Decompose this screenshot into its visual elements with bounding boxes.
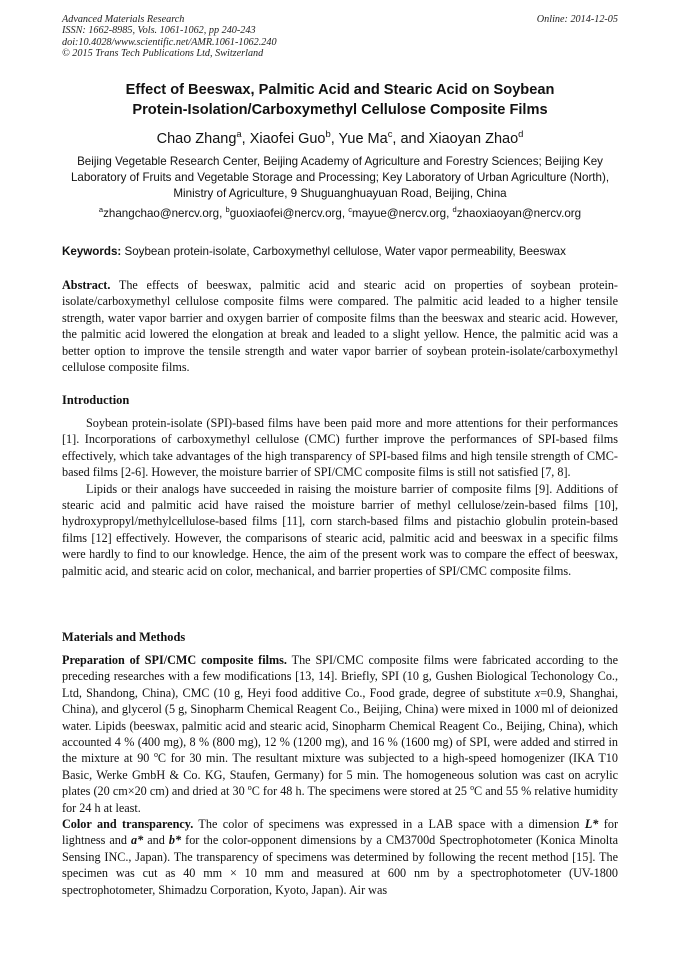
email-address: zhangchao@nercv.org <box>103 207 220 220</box>
author-emails <box>62 206 618 222</box>
subsection-label: Color and transparency. <box>62 817 194 832</box>
subsection-label: Preparation of SPI/CMC composite films. <box>62 653 287 667</box>
abstract-text: The effects of beeswax, palmitic acid and stearic acid on properties of soybean protein-isolate/carboxymethyl cellulose composite films were compared. The palmitic acid leaded to a higher tensile strength, water vapor barrier and oxygen barrier of composite films than the beeswax and stearic acid. However, the palmitic acid lowered the elongation at break and leaded to a slight yellow. Hence, the palmitic acid was a better option to improve the tensile strength and water vapor barrier of soybean protein-isolate/carboxymethyl cellulose composite films. <box>62 278 618 375</box>
text-run: for the color-opponent dimensions by a CM3700d Spectrophotometer (Konica Minolta Sensing INC., Japan). The transparency of specimens was determined by following the recent method [15]. The specimen was cut as 40 mm × 10 mm and measured at 600 nm by a spectrophotometer (UV-1800 spectrophotometer, Shimadzu Corporation, Kyoto, Japan). Air was <box>62 833 618 897</box>
email-mark: a <box>98 205 104 215</box>
journal-name: Advanced Materials Research <box>62 14 185 25</box>
section-heading-methods: Materials and Methods <box>62 630 186 644</box>
keywords <box>62 244 618 260</box>
text-run: =0.9, Shanghai, China), and glycerol (5 g, Sinopharm Chemical Reagent Co., Beijing, China) were mixed in 1000 ml of deionized water. Lipids (beeswax, palmitic acid and stearic acid, Sinopharm Chemical Reagent Co., Beijing, China), which accounted 4 % (400 mg), 8 % (800 mg), 12 % (1200 mg), and 16 % (1600 mg) of SPI, were added and stirred in the mixture at 90 <box>62 685 619 766</box>
paper-title <box>62 80 618 120</box>
author-name: Yue Ma <box>338 131 388 147</box>
online-date: Online: 2014-12-05 <box>536 14 618 25</box>
author-mark: a <box>236 128 242 140</box>
paragraph: Soybean protein-isolate (SPI)-based films have been paid more and more attentions for their performances [1]. Incorporations of carboxymethyl cellulose (CMC) further improve the performances of SPI-based films effectively, which take advantages of the high transparency of SPI-based films and high tensile strength of CMC-based films [2-6]. However, the moisture barrier of SPI/CMC composite films is still not satisfied [7, 8]. <box>62 416 618 480</box>
paragraph: Lipids or their analogs have succeeded in raising the moisture barrier of composite films [9]. Additions of stearic acid and palmitic acid have raised the moisture barrier of methyl cellulose/zein-based films [10], hydroxypropyl/methylcellulose-based films [11], corn starch-based films and pistachio globulin protein-based films [12] effectively. However, the comparisons of stearic acid, palmitic acid and beeswax in a specific films were hardly to find to our knowledge. Hence, the aim of the present work was to compare the effect of beeswax, palmitic acid, and stearic acid on color, mechanical, and barrier properties of SPI/CMC composite films. <box>62 481 618 578</box>
text-run: The color of specimens was expressed in a LAB space with a dimension <box>193 817 585 832</box>
section-heading-introduction: Introduction <box>62 393 130 407</box>
email-separator: , <box>446 207 453 220</box>
copyright-line: © 2015 Trans Tech Publications Ltd, Switzerland <box>62 48 264 60</box>
variable-x: x <box>534 685 541 700</box>
email-mark: b <box>225 205 230 215</box>
paragraph-preparation <box>62 652 618 816</box>
text-run: C for 48 h. The specimens were stored at 25 <box>251 784 471 799</box>
symbol-a: a* <box>131 833 144 848</box>
symbol-b: b* <box>168 833 182 848</box>
author-name: Xiaoyan Zhao <box>428 131 519 147</box>
email-separator: , <box>341 207 349 220</box>
text-run: The SPI/CMC composite films were fabricated according to the preceding researches with a few modifications [13, 14]. Briefly, SPI (10 g, Gushen Biological Techonology Co., Ltd, Shandong, China), CMC (10 g, Heyi food additive Co., Food grade, degree of substitute <box>62 653 619 700</box>
author-separator: , <box>330 131 339 147</box>
text-run: C for 30 min. The resultant mixture was subjected to a high-speed homogenizer (IKA T10 Basic, Werke GmbH & Co. KG, Staufen, Germany) for 5 min. The homogeneous solution was cast on acrylic plates (20 cm×20 cm) and dried at 30 <box>62 751 618 799</box>
text-run: C and 55 % relative humidity for 24 h at least. <box>62 784 619 815</box>
email-address: guoxiaofei@nercv.org <box>229 207 342 220</box>
text-run: and <box>143 833 169 848</box>
journal-header <box>62 14 618 60</box>
abstract <box>62 277 618 375</box>
email-mark: d <box>452 205 457 215</box>
keywords-label: Keywords: <box>62 245 122 258</box>
paragraph-color <box>62 816 618 898</box>
email-separator: , <box>219 207 226 220</box>
degree-mark: o <box>470 783 475 793</box>
author-separator: , <box>241 131 250 147</box>
author-list <box>62 130 618 148</box>
degree-mark: o <box>247 783 252 793</box>
issn-line: ISSN: 1662-8985, Vols. 1061-1062, pp 240-243 <box>62 25 256 37</box>
author-mark: d <box>518 128 524 140</box>
text-run: for lightness and <box>62 817 619 848</box>
email-address: mayue@nercv.org <box>352 207 447 220</box>
affiliation: Beijing Vegetable Research Center, Beijing Academy of Agriculture and Forestry Sciences; Beijing Key Laboratory of Fruits and Vegetable Storage and Processing; Key Laboratory of Urban Agriculture (North), Ministry of Agriculture, 9 Shuguanghuayuan Road, Beijing, China <box>70 155 610 200</box>
author-name: Chao Zhang <box>156 131 237 147</box>
title-line-1: Effect of Beeswax, Palmitic Acid and Stearic Acid on Soybean <box>125 82 555 98</box>
email-mark: c <box>348 205 353 215</box>
degree-mark: o <box>153 750 158 760</box>
abstract-label: Abstract. <box>62 278 111 292</box>
symbol-L: L* <box>584 817 599 832</box>
author-name: Xiaofei Guo <box>249 131 326 147</box>
author-mark: c <box>387 128 393 140</box>
email-address: zhaoxiaoyan@nercv.org <box>456 207 582 220</box>
author-separator: , and <box>392 131 429 147</box>
keywords-text: Soybean protein-isolate, Carboxymethyl cellulose, Water vapor permeability, Beeswax <box>121 245 566 258</box>
doi-line: doi:10.4028/www.scientific.net/AMR.1061-1062.240 <box>62 36 277 48</box>
methods-body <box>62 652 618 898</box>
author-mark: b <box>325 128 331 140</box>
title-line-2: Protein-Isolation/Carboxymethyl Cellulose Composite Films <box>132 102 548 118</box>
introduction-body <box>62 415 618 579</box>
